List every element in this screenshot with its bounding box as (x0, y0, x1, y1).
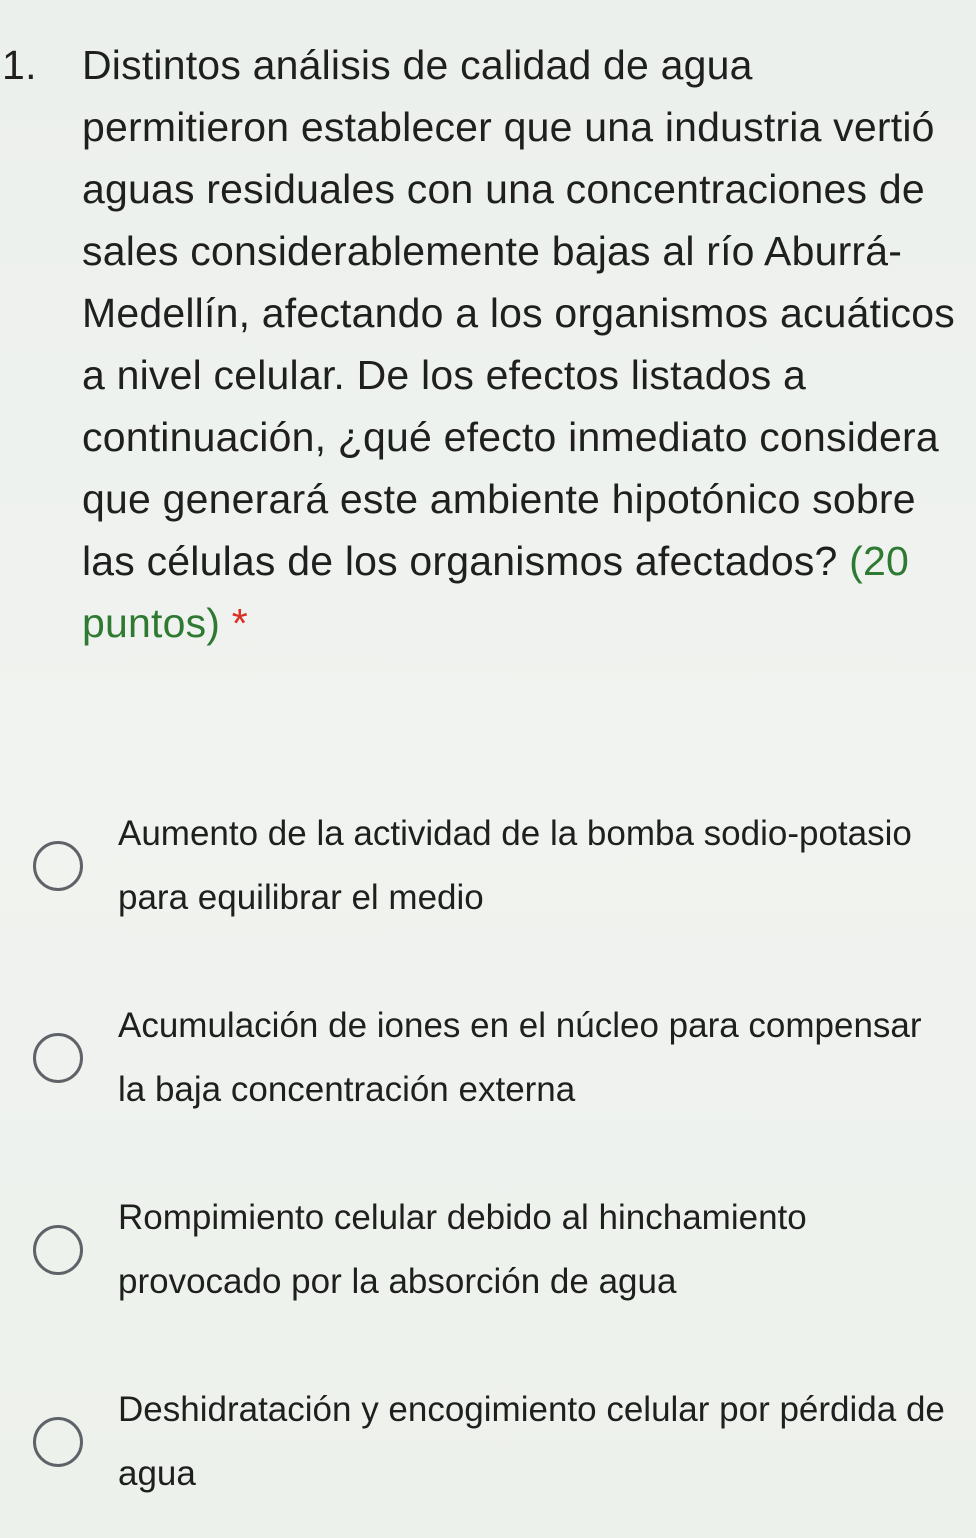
required-marker: * (231, 600, 248, 646)
option-item[interactable] (0, 962, 976, 1154)
radio-button[interactable] (33, 1417, 83, 1467)
option-item[interactable] (0, 1346, 976, 1538)
option-label[interactable]: Rompimiento celular debido al hinchamiento provocado por la absorción de agua (118, 1198, 807, 1301)
question-body (82, 34, 962, 654)
answer-options (0, 770, 976, 1538)
option-item[interactable] (0, 1154, 976, 1346)
question-block (0, 34, 976, 654)
option-label[interactable]: Acumulación de iones en el núcleo para compensar la baja concentración externa (118, 1006, 922, 1109)
question-number: 1. (2, 42, 37, 88)
radio-button[interactable] (33, 1033, 83, 1083)
question-text: Distintos análisis de calidad de agua permitieron establecer que una industria vertió aguas residuales con una concentraciones de sales considerablemente bajas al río Aburrá-Medellín, afectando a los organismos acuáticos a nivel celular. De los efectos listados a continuación, ¿qué efecto inmediato considera que generará este ambiente hipotónico sobre las células de los organismos afectados? (82, 42, 955, 584)
radio-button[interactable] (33, 841, 83, 891)
option-label[interactable]: Aumento de la actividad de la bomba sodio-potasio para equilibrar el medio (118, 814, 912, 917)
radio-button[interactable] (33, 1225, 83, 1275)
option-label[interactable]: Deshidratación y encogimiento celular por pérdida de agua (118, 1390, 945, 1493)
option-item[interactable] (0, 770, 976, 962)
question-points: (20 puntos) (82, 538, 909, 646)
